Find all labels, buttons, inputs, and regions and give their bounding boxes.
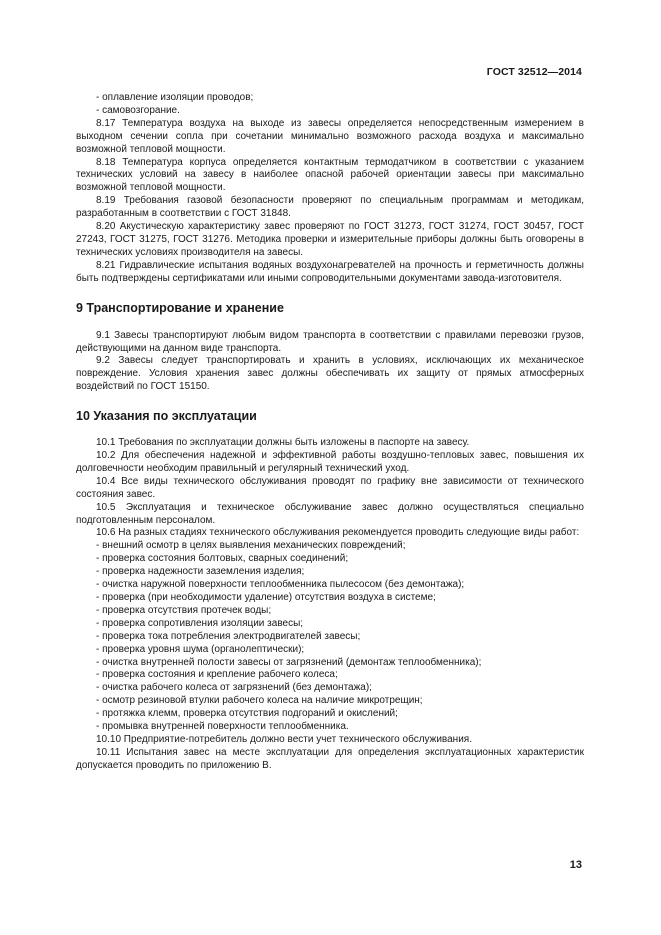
list-item: - проверка тока потребления электродвигателей завесы; [96,630,361,642]
page-number: 13 [569,859,582,871]
clause-10-11: 10.11 Испытания завес на месте эксплуатации для определения эксплуатационных характеристик допускается проводить по приложению В. [76,746,584,771]
list-item: - проверка (при необходимости удаление) отсутствия воздуха в системе; [96,592,436,603]
page-header: ГОСТ 32512—2014 [486,66,582,78]
list-item: - проверка сопротивления изоляции завесы; [96,617,304,629]
list-item: - очистка внутренней полости завесы от загрязнений (демонтаж теплообменника); [96,656,482,668]
clause-10-4: 10.4 Все виды технического обслуживания проводят по графику вне зависимости от технического состояния завес. [76,475,584,500]
clause-8-18: 8.18 Температура корпуса определяется контактным термодатчиком в соответствии с указанием технических условий на завесу в наиболее опасной рабочей ориентации завесы при максимально возможной тепловой мощности. [76,156,584,194]
list-item: - проверка уровня шума (органолептически); [96,643,305,655]
list-item: - внешний осмотр в целях выявления механических повреждений; [96,540,406,552]
list-item: - осмотр резиновой втулки рабочего колеса на наличие микротрещин; [96,695,423,707]
clause-8-21: 8.21 Гидравлические испытания водяных воздухонагревателей на прочность и герметичность должны быть подтверждены сертификатами или иными сопроводительными документами завода-изготовителя. [76,259,584,284]
clause-8-20: 8.20 Акустическую характеристику завес проверяют по ГОСТ 31273, ГОСТ 31274, ГОСТ 30457, ГОСТ 27243, ГОСТ 31275, ГОСТ 31276. Методика проверки и измерительные приборы должны быть оговорены в технических условиях производителя на завесы. [76,221,584,258]
clause-8-17: 8.17 Температура воздуха на выходе из завесы определяется непосредственным измерением в выходном сечении сопла при сочетании минимально возможного расхода воздуха и максимально возможной тепловой мощности. [76,117,584,155]
list-item: - проверка состояния и крепление рабочего колеса; [96,669,338,681]
clause-10-1: 10.1 Требования по эксплуатации должны быть изложены в паспорте на завесу. [96,437,470,449]
list-item: - самовозгорание. [96,104,180,116]
list-item: - проверка отсутствия протечек воды; [96,604,272,616]
list-item: - очистка наружной поверхности теплообменника пылесосом (без демонтажа); [96,579,465,591]
document-body [76,92,584,773]
list-item: - проверка состояния болтовых, сварных соединений; [96,553,349,565]
clause-10-6: 10.6 На разных стадиях технического обслуживания рекомендуется проводить следующие виды работ: [96,527,580,539]
list-item: - оплавление изоляции проводов; [96,92,254,103]
clause-10-10: 10.10 Предприятие-потребитель должно вести учет технического обслуживания. [96,733,472,745]
clause-10-5: 10.5 Эксплуатация и техническое обслуживание завес должно осуществляться специально подготовленным персоналом. [76,501,584,526]
list-item: - протяжка клемм, проверка отсутствия подгораний и окислений; [96,708,398,720]
clause-9-2: 9.2 Завесы следует транспортировать и хранить в условиях, исключающих их механическое повреждение. Условия хранения завес должны обеспечивать их защиту от прямых атмосферных воздействий по ГОСТ 15150. [76,355,584,393]
list-item: - промывка внутренней поверхности теплообменника. [96,721,349,733]
clause-10-2: 10.2 Для обеспечения надежной и эффективной работы воздушно-тепловых завес, повышения их долговечности необходим правильный и регулярный технический уход. [76,450,584,474]
list-item: - очистка рабочего колеса от загрязнений (без демонтажа); [96,682,372,694]
section-9-title: 9 Транспортирование и хранение [76,300,284,315]
clause-8-19: 8.19 Требования газовой безопасности проверяют по специальным программам и методикам, разработанным в соответствии с ГОСТ 31848. [76,195,584,220]
clause-9-1: 9.1 Завесы транспортируют любым видом транспорта в соответствии с правилами перевозки грузов, действующими на данном виде транспорта. [76,329,584,354]
list-item: - проверка надежности заземления изделия; [96,566,305,578]
section-10-title: 10 Указания по эксплуатации [76,409,257,424]
